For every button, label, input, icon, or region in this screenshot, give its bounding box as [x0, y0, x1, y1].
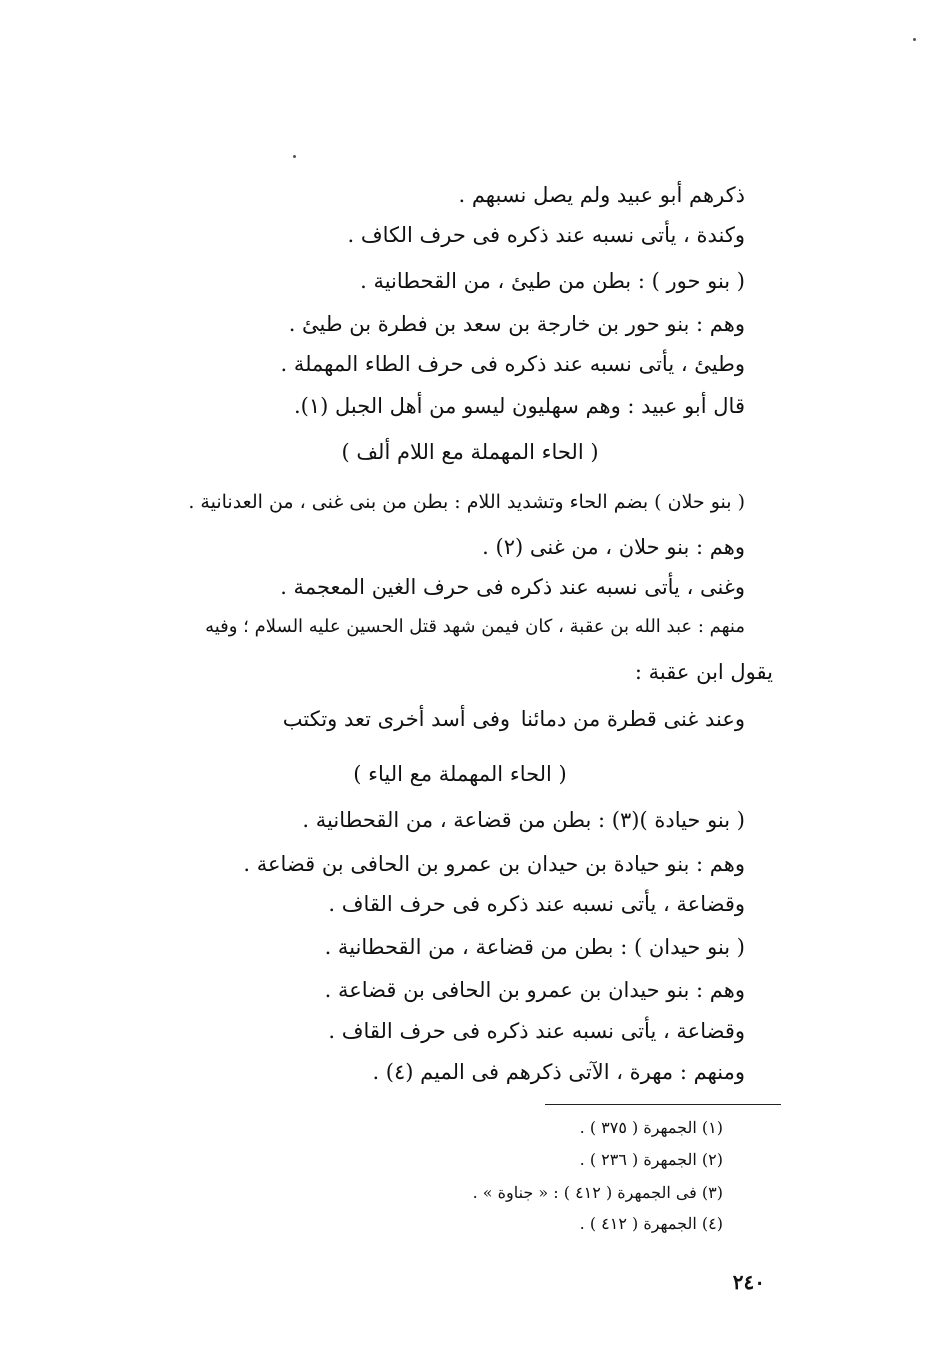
verse-first-hemistich: وعند غنى قطرة من دمائنا: [520, 707, 745, 731]
page-number: ٢٤٠: [732, 1270, 765, 1294]
scan-speck: [293, 155, 296, 158]
footnote: (٣) فى الجمهرة ( ٤١٢ ) : « جناوة » .: [472, 1183, 723, 1202]
footnote: (٤) الجمهرة ( ٤١٢ ) .: [579, 1214, 723, 1233]
text-line: وقضاعة ، يأتى نسبه عند ذكره فى حرف القاف .: [328, 892, 745, 916]
text-line: ( بنو حلان ) بضم الحاء وتشديد اللام : بطن من بنى غنى ، من العدنانية .: [188, 491, 745, 513]
footnote: (٢) الجمهرة ( ٢٣٦ ) .: [579, 1150, 723, 1169]
text-line: وهم : بنو حلان ، من غنى (٢) .: [482, 535, 745, 559]
text-line: وغنى ، يأتى نسبه عند ذكره فى حرف الغين المعجمة .: [280, 575, 745, 599]
section-heading: ( الحاء المهملة مع اللام ألف ): [341, 440, 599, 464]
text-line: ( بنو حيادة )(٣) : بطن من قضاعة ، من القحطانية .: [302, 808, 745, 832]
text-line: قال أبو عبيد : وهم سهليون ليسو من أهل الجبل (١).: [293, 394, 745, 418]
text-line: ( بنو حيدان ) : بطن من قضاعة ، من القحطانية .: [324, 935, 745, 959]
text-line: وهم : بنو حيدان بن عمرو بن الحافى بن قضاعة .: [324, 978, 745, 1002]
text-line: وهم : بنو حيادة بن حيدان بن عمرو بن الحافى بن قضاعة .: [243, 852, 745, 876]
text-line: وطيئ ، يأتى نسبه عند ذكره فى حرف الطاء المهملة .: [280, 352, 745, 376]
scan-speck: [913, 38, 916, 41]
verse-second-hemistich: وفى أسد أخرى تعد وتكتب: [282, 707, 510, 731]
footnote-divider: [545, 1104, 781, 1105]
text-line: منهم : عبد الله بن عقبة ، كان فيمن شهد قتل الحسين عليه السلام ؛ وفيه: [205, 616, 745, 637]
section-heading: ( الحاء المهملة مع الياء ): [353, 762, 567, 786]
text-line: ومنهم : مهرة ، الآتى ذكرهم فى الميم (٤) .: [372, 1060, 745, 1084]
text-line: ( بنو حور ) : بطن من طيئ ، من القحطانية .: [360, 269, 745, 293]
footnote: (١) الجمهرة ( ٣٧٥ ) .: [579, 1118, 723, 1137]
text-line: وقضاعة ، يأتى نسبه عند ذكره فى حرف القاف .: [328, 1019, 745, 1043]
text-line: وكندة ، يأتى نسبه عند ذكره فى حرف الكاف .: [347, 223, 745, 247]
text-line: ذكرهم أبو عبيد ولم يصل نسبهم .: [458, 183, 745, 207]
text-line: يقول ابن عقبة :: [634, 660, 773, 684]
text-line: وهم : بنو حور بن خارجة بن سعد بن فطرة بن طيئ .: [288, 312, 745, 336]
